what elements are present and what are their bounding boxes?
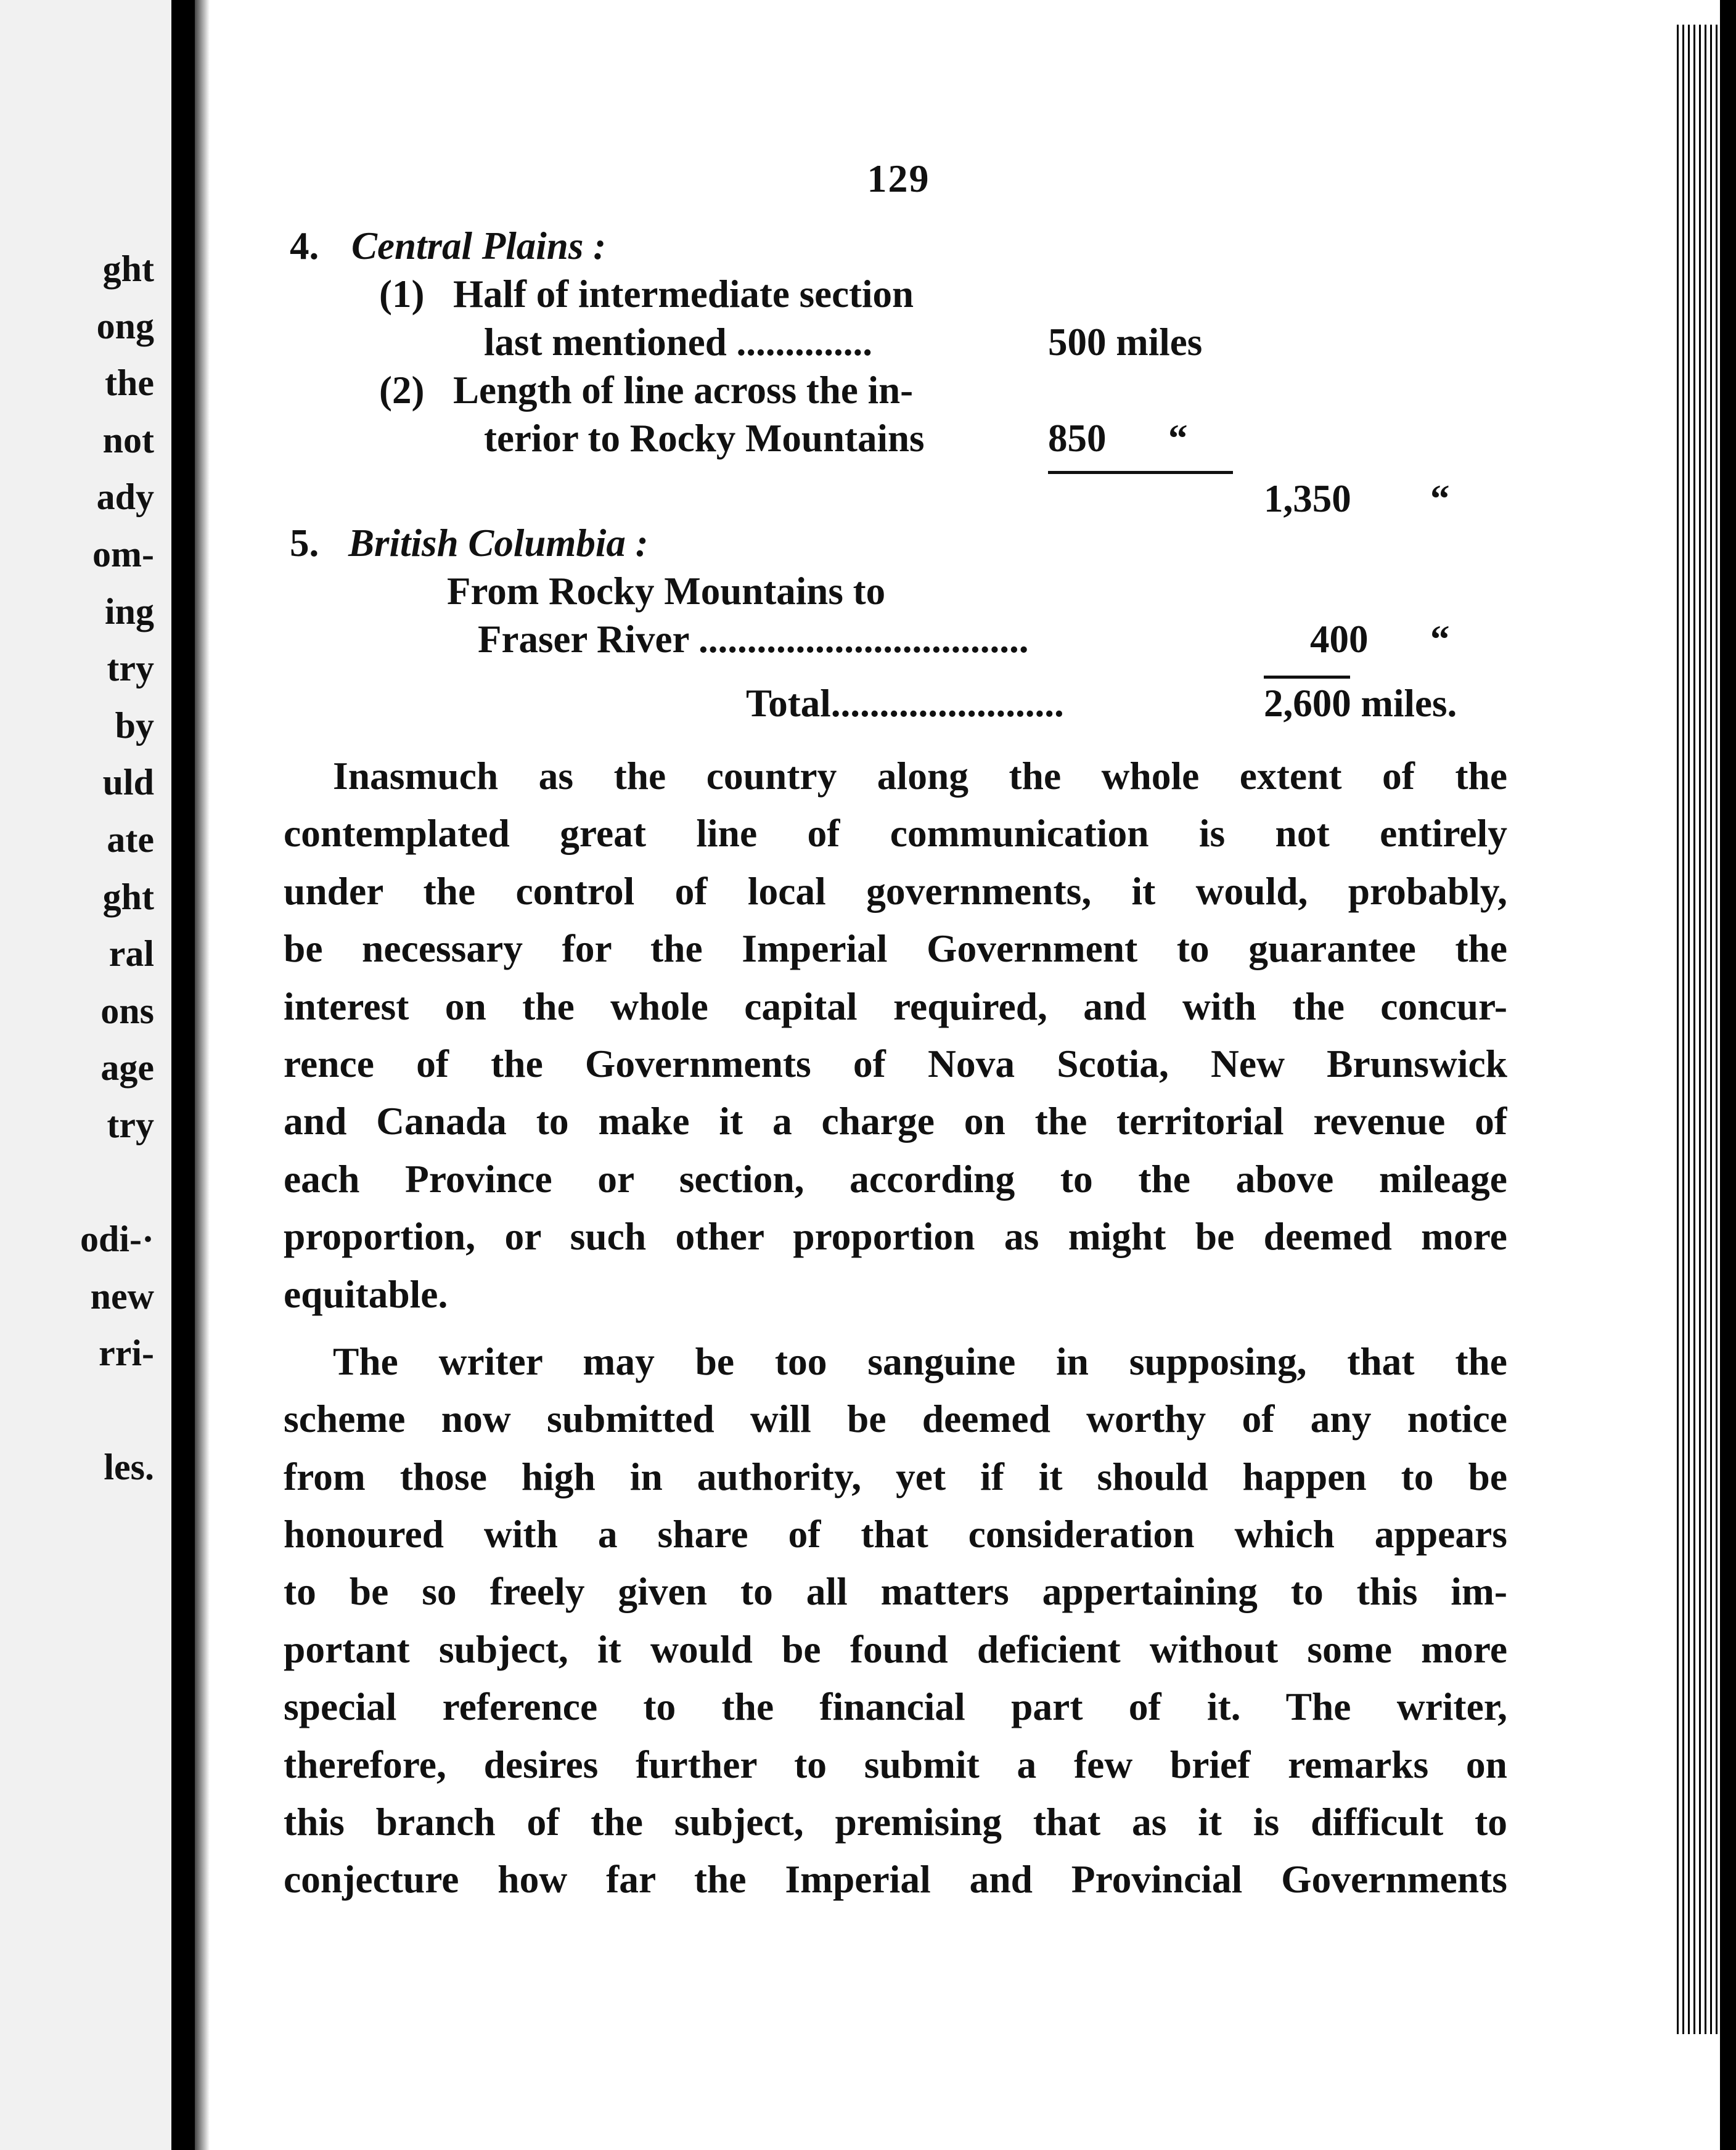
text-line: conjecture how far the Imperial and Provincial Governments: [284, 1857, 1507, 1902]
fragment: new: [90, 1275, 154, 1317]
fragment: les.: [104, 1447, 154, 1488]
page-body: [284, 154, 1507, 1908]
text-line: under the control of local governments, it would, probably,: [284, 869, 1507, 913]
item-text: last mentioned ..............: [484, 321, 872, 364]
item-text: Fraser River ..................................: [478, 618, 1029, 661]
section-title: British Columbia :: [348, 521, 649, 565]
paragraph-1: [284, 747, 1507, 1323]
item-2-line-2: [284, 414, 1507, 462]
item-text: terior to Rocky Mountains: [484, 417, 925, 460]
fragment: rri-: [99, 1333, 154, 1374]
fragment: age: [100, 1047, 154, 1089]
fragment: odi-·: [80, 1219, 154, 1260]
section-title: Central Plains :: [351, 224, 607, 268]
paragraph-2: [284, 1333, 1507, 1908]
total-value: 2,600 miles.: [1264, 682, 1457, 725]
section-number: 5.: [290, 521, 319, 565]
fragment: ght: [102, 248, 154, 289]
gutter-shadow: [195, 0, 210, 2150]
item-1-line-2: [284, 318, 1507, 366]
subtotal-value: 1,350: [1264, 477, 1351, 520]
fragment: om-: [92, 533, 154, 574]
section-5-heading: [284, 513, 1507, 567]
text-line: contemplated great line of communication is not entirely: [284, 811, 1507, 856]
text-line: from those high in authority, yet if it should happen to be: [284, 1454, 1507, 1498]
text-line: this branch of the subject, premising that as it is difficult to: [284, 1800, 1507, 1844]
book-gutter: [171, 0, 195, 2150]
text-line: and Canada to make it a charge on the territorial revenue of: [284, 1099, 1507, 1143]
fragment: ing: [104, 591, 154, 632]
total-label: Total........................: [746, 682, 1064, 725]
text-line: interest on the whole capital required, and with the concur-: [284, 984, 1507, 1028]
ditto-mark: “: [1168, 417, 1188, 460]
total-rule: [1264, 676, 1350, 679]
item-text: Half of intermediate section: [453, 272, 914, 316]
fragment: ate: [107, 819, 154, 860]
item-value: 500 miles: [1048, 321, 1203, 364]
ditto-mark: “: [1430, 618, 1450, 661]
item-label: (2): [379, 369, 425, 412]
text-line: proportion, or such other proportion as might be deemed more: [284, 1214, 1507, 1259]
fragment: uld: [102, 762, 154, 803]
fragment: by: [115, 705, 154, 746]
text-line: rence of the Governments of Nova Scotia, New Brunswick: [284, 1041, 1507, 1085]
right-border: [1720, 0, 1736, 2150]
page-edges: [1677, 25, 1720, 2034]
section-5-line-1: [284, 567, 1507, 615]
total-row: [284, 663, 1507, 725]
text-line: equitable.: [284, 1272, 448, 1316]
item-2-line-1: [284, 366, 1507, 414]
item-value: 850: [1048, 417, 1107, 460]
fragment: ady: [96, 476, 154, 518]
text-line: be necessary for the Imperial Government to guarantee the: [284, 926, 1507, 971]
fragment: try: [107, 1104, 154, 1145]
left-page-text-fragments: [0, 240, 154, 1496]
item-text: Length of line across the in-: [453, 369, 914, 412]
section-number: 4.: [290, 224, 319, 268]
fragment: [0, 1154, 154, 1211]
fragment: the: [105, 362, 154, 404]
item-label: (1): [379, 272, 425, 316]
item-text: From Rocky Mountains to: [447, 570, 886, 613]
text-line: The writer may be too sanguine in supposing, that the: [333, 1339, 1507, 1383]
fragment: [0, 1382, 154, 1439]
item-value: 400: [1310, 618, 1369, 661]
fragment: ons: [100, 990, 154, 1031]
fragment: try: [107, 648, 154, 689]
text-line: Inasmuch as the country along the whole extent of the: [333, 754, 1507, 798]
item-1-line-1: [284, 270, 1507, 318]
subtotal-row: [284, 462, 1507, 520]
text-line: portant subject, it would be found deficient without some more: [284, 1627, 1507, 1671]
ditto-mark: “: [1430, 477, 1450, 520]
text-line: scheme now submitted will be deemed worthy of any notice: [284, 1397, 1507, 1441]
section-5-line-2: [284, 615, 1507, 663]
text-line: honoured with a share of that consideration which appears: [284, 1512, 1507, 1556]
text-line: to be so freely given to all matters appertaining to this im-: [284, 1569, 1507, 1614]
subtotal-rule: [1048, 471, 1233, 474]
text-line: special reference to the financial part of it. The writer,: [284, 1685, 1507, 1729]
text-line: each Province or section, according to the above mileage: [284, 1156, 1507, 1201]
text-line: therefore, desires further to submit a few brief remarks on: [284, 1742, 1507, 1786]
fragment: not: [102, 419, 154, 460]
fragment: ong: [96, 305, 154, 346]
fragment: ght: [102, 876, 154, 917]
section-4-heading: [284, 222, 1507, 270]
fragment: ral: [108, 933, 154, 975]
page-number: 129: [867, 157, 930, 200]
